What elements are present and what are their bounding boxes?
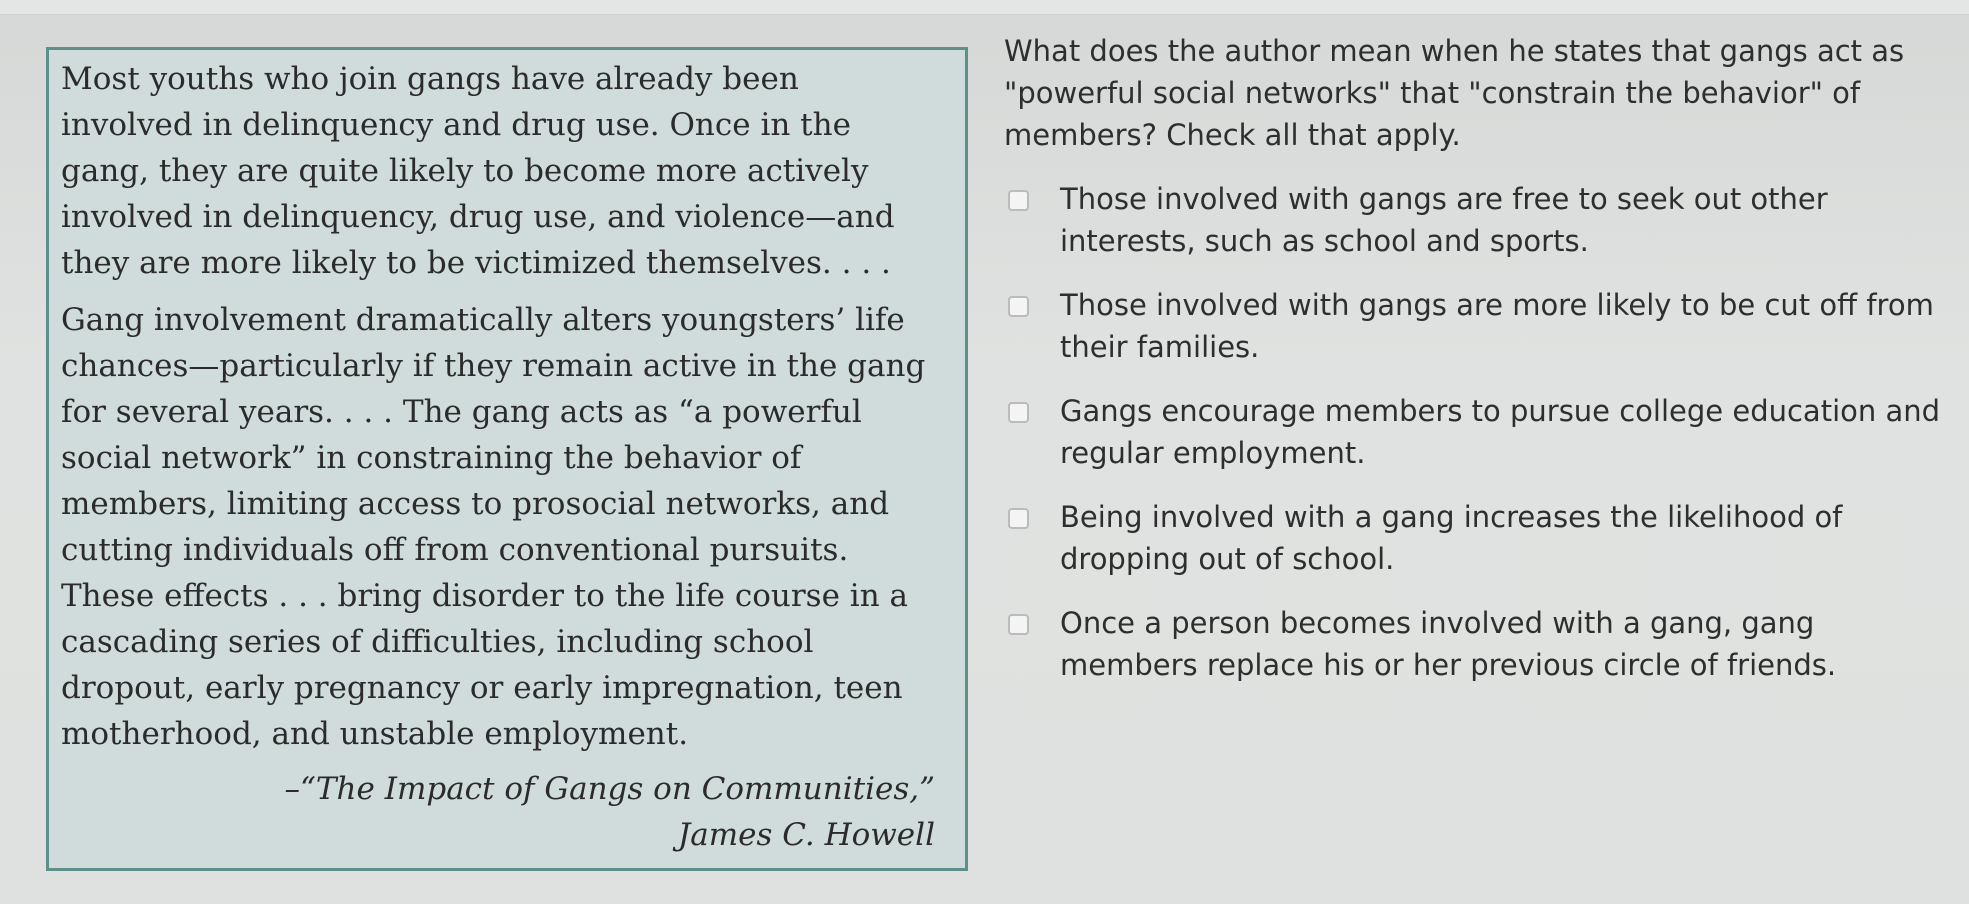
- answer-option-5[interactable]: [1004, 602, 1944, 686]
- empty-checkbox-icon[interactable]: [1008, 614, 1029, 635]
- empty-checkbox-icon[interactable]: [1008, 508, 1029, 529]
- answer-option-label: Being involved with a gang increases the likelihood of dropping out of school.: [1060, 500, 1843, 576]
- answer-option-2[interactable]: [1004, 284, 1944, 368]
- passage-box: [46, 47, 968, 871]
- citation-author: James C. Howell: [677, 817, 935, 853]
- top-strip: [0, 0, 1969, 15]
- question-area: [1004, 30, 1944, 708]
- answer-option-label: Those involved with gangs are free to seek out other interests, such as school and sports.: [1060, 182, 1828, 258]
- answer-option-4[interactable]: [1004, 496, 1944, 580]
- passage-paragraph-2: Gang involvement dramatically alters youngsters’ life chances—particularly if they remain active in the gang for several years. . . . The gang acts as “a powerful social network” in constraining the behavior of members, limiting access to prosocial networks, and cutting individuals off from conventional pursuits. These effects . . . bring disorder to the life course in a cascading series of difficulties, including school dropout, early pregnancy or early impregnation, teen motherhood, and unstable employment.: [61, 302, 926, 752]
- answer-option-label: Gangs encourage members to pursue college education and regular employment.: [1060, 394, 1941, 470]
- empty-checkbox-icon[interactable]: [1008, 190, 1029, 211]
- empty-checkbox-icon[interactable]: [1008, 296, 1029, 317]
- answer-option-1[interactable]: [1004, 178, 1944, 262]
- answer-option-label: Once a person becomes involved with a gang, gang members replace his or her previous circle of friends.: [1060, 606, 1837, 682]
- answer-options: [1004, 178, 1944, 686]
- answer-option-label: Those involved with gangs are more likely to be cut off from their families.: [1060, 288, 1934, 364]
- answer-option-3[interactable]: [1004, 390, 1944, 474]
- citation-title: –“The Impact of Gangs on Communities,”: [284, 771, 935, 807]
- empty-checkbox-icon[interactable]: [1008, 402, 1029, 423]
- passage-paragraph-1: Most youths who join gangs have already been involved in delinquency and drug use. Once in the gang, they are quite likely to become more actively involved in delinquency, drug use, and violence—and they are more likely to be victimized themselves. . . .: [61, 61, 895, 281]
- question-prompt: What does the author mean when he states that gangs act as "powerful social networks" that "constrain the behavior" of members? Check all that apply.: [1004, 34, 1905, 152]
- passage-citation: [61, 766, 935, 858]
